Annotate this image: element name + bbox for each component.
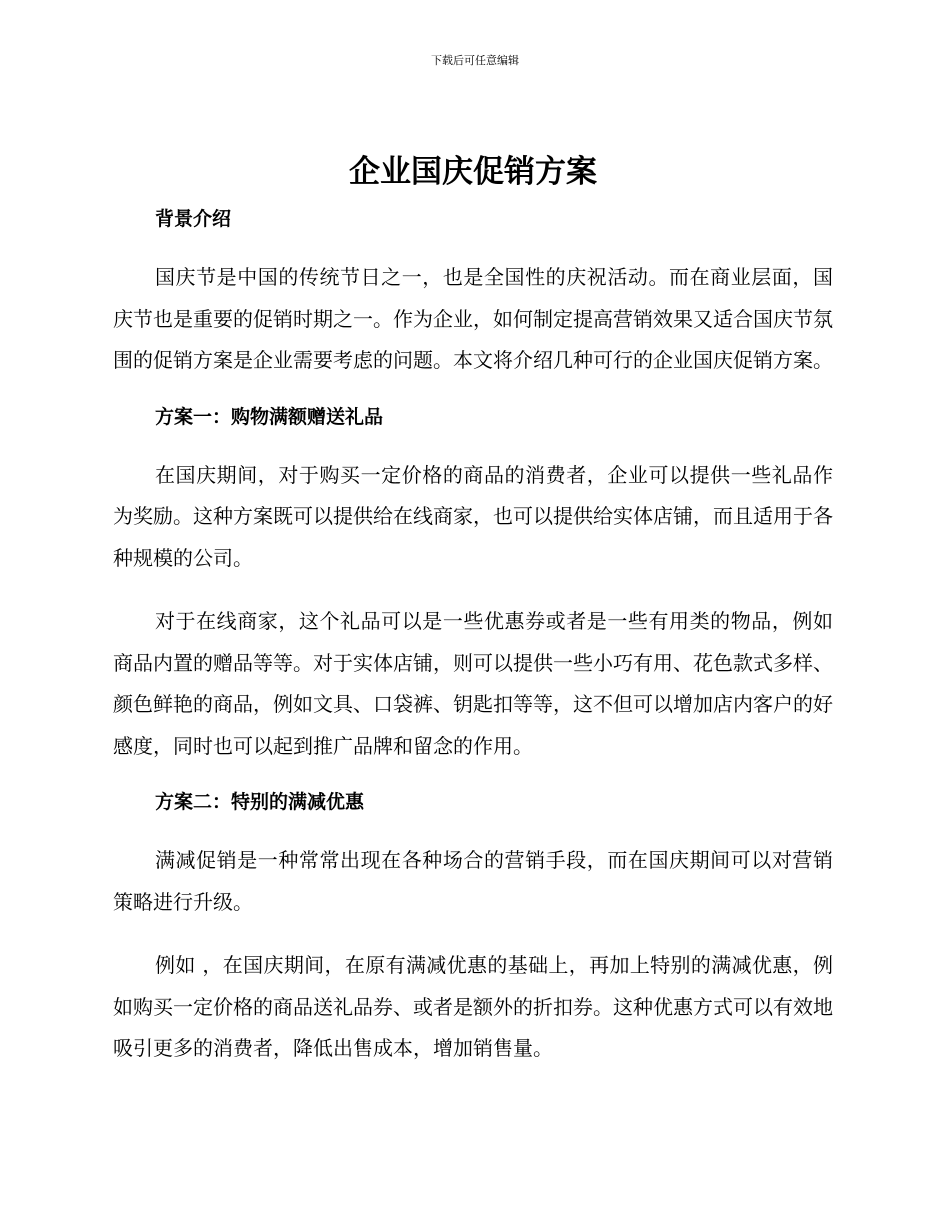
document-body [113,148,833,1070]
paragraph: 国庆节是中国的传统节日之一，也是全国性的庆祝活动。而在商业层面，国庆节也是重要的促销时期之一。作为企业，如何制定提高营销效果又适合国庆节氛围的促销方案是企业需要考虑的问题。本文将介绍几种可行的企业国庆促销方案。 [113,265,833,372]
paragraph: 满减促销是一种常常出现在各种场合的营销手段，而在国庆期间可以对营销策略进行升级。 [113,848,833,914]
header-note: 下载后可任意编辑 [431,54,519,67]
section-heading-plan-two: 方案二：特别的满减优惠 [155,791,365,813]
paragraph: 例如 ，在国庆期间，在原有满减优惠的基础上，再加上特别的满减优惠，例如购买一定价格的商品送礼品券、或者是额外的折扣券。这种优惠方式可以有效地吸引更多的消费者，降低出售成本，增加销售量。 [113,953,833,1060]
section-heading-background: 背景介绍 [155,208,232,230]
paragraph: 在国庆期间，对于购买一定价格的商品的消费者，企业可以提供一些礼品作为奖励。这种方案既可以提供给在线商家，也可以提供给实体店铺，而且适用于各种规模的公司。 [113,462,833,570]
document-title: 企业国庆促销方案 [349,154,597,190]
section-heading-plan-one: 方案一：购物满额赠送礼品 [155,405,384,428]
paragraph: 对于在线商家，这个礼品可以是一些优惠券或者是一些有用类的物品，例如商品内置的赠品等等。对于实体店铺，则可以提供一些小巧有用、花色款式多样、颜色鲜艳的商品，例如文具、口袋裤、钥匙扣等等，这不但可以增加店内客户的好感度，同时也可以起到推广品牌和留念的作用。 [113,609,833,758]
